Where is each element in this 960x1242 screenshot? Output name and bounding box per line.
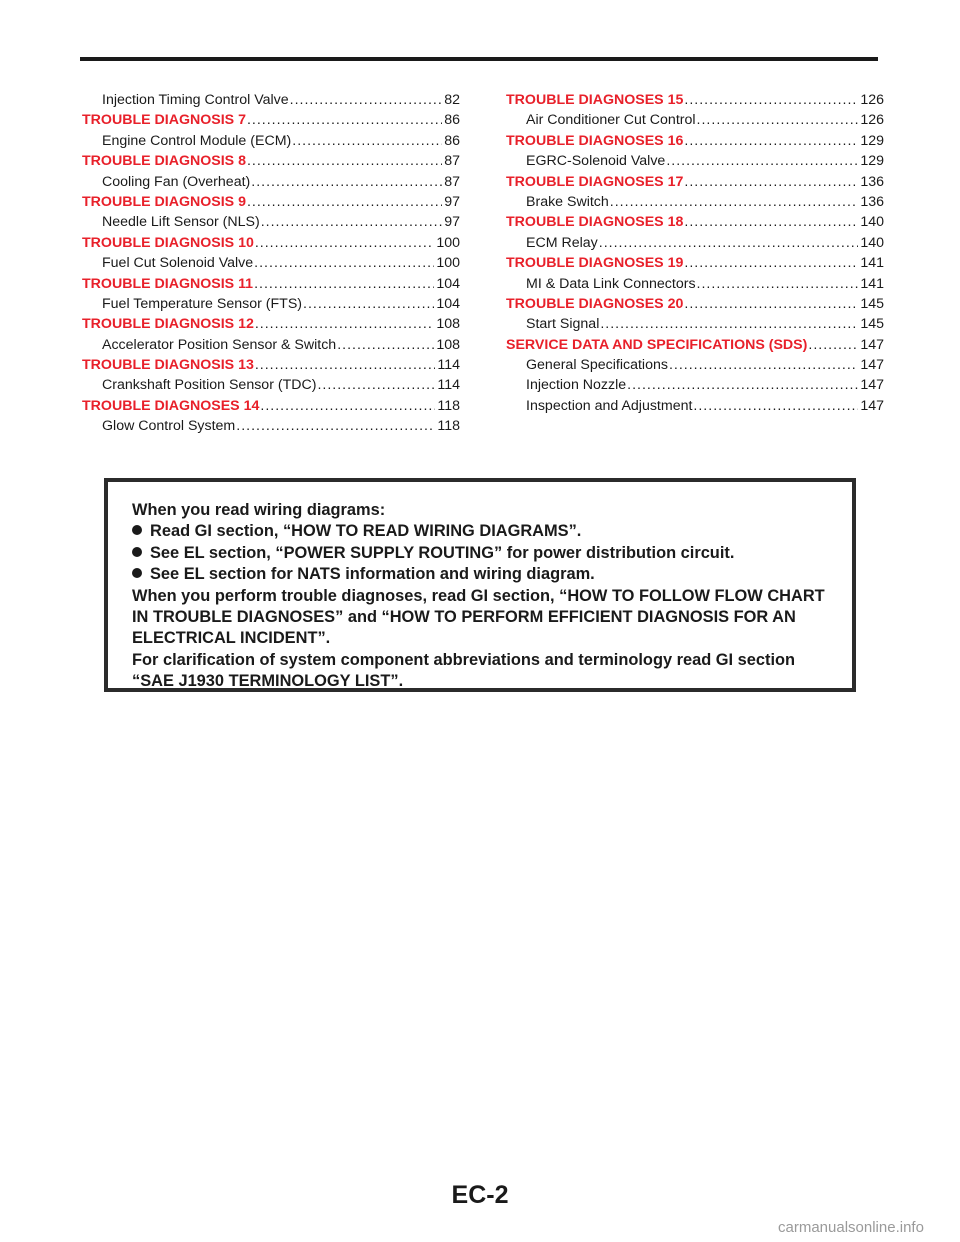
toc-section-link[interactable] [82,112,460,132]
toc-entry-page: 126 [860,92,884,108]
toc-section-link[interactable] [82,357,460,377]
toc-entry-page: 136 [860,173,884,190]
toc-section-link[interactable] [82,194,460,214]
toc-entry-page: 114 [437,357,460,374]
toc-section-link[interactable] [506,174,884,194]
toc-entry-page: 118 [437,418,460,435]
toc-entry-title: TROUBLE DIAGNOSES 18 [506,214,684,231]
toc-entry-title: EGRC-Solenoid Valve [526,153,666,170]
toc-entry-page: 100 [436,255,460,272]
toc-entry-page: 140 [860,214,884,231]
toc-entry-page: 87 [444,173,460,190]
toc-entry[interactable] [506,194,884,214]
toc-entry-page: 147 [860,336,884,353]
toc-entry[interactable] [82,133,460,153]
toc-entry-title: MI & Data Link Connectors [526,275,696,292]
toc-entry-title: Needle Lift Sensor (NLS) [102,214,260,231]
toc-entry-title: Air Conditioner Cut Control [526,112,696,129]
toc-entry-page: 129 [860,132,884,149]
notice-bullet: Read GI section, “HOW TO READ WIRING DIAGRAMS”. [132,521,830,542]
toc-entry[interactable] [506,276,884,296]
notice-paragraph-line: When you perform trouble diagnoses, read GI section, “HOW TO FOLLOW FLOW CHART [132,586,825,605]
toc-entry[interactable] [506,153,884,173]
toc-entry-page: 141 [860,275,884,292]
bullet-icon [132,547,142,557]
toc-entry-page: 86 [444,112,460,129]
toc-entry-title: TROUBLE DIAGNOSES 19 [506,255,684,272]
toc-section-link[interactable] [82,398,460,418]
toc-entry-page: 97 [444,214,460,231]
toc-entry[interactable] [82,255,460,275]
toc-entry-page: 145 [860,316,884,333]
toc-entry-title: TROUBLE DIAGNOSIS 10 [82,234,254,251]
toc-entry-page: 86 [444,132,460,149]
bullet-icon [132,525,142,535]
toc-entry-title: TROUBLE DIAGNOSIS 12 [82,316,254,333]
bullet-icon [132,568,142,578]
toc-entry-page: 145 [860,295,884,312]
notice-paragraph-line: “SAE J1930 TERMINOLOGY LIST”. [132,672,404,691]
toc-entry-page: 136 [860,193,884,210]
toc-entry-page: 118 [437,397,460,414]
toc-entry-title: TROUBLE DIAGNOSIS 9 [82,193,246,210]
toc-entry[interactable] [82,337,460,357]
toc-entry-title: TROUBLE DIAGNOSES 16 [506,132,684,149]
toc-entry-title: Brake Switch [526,193,609,210]
notice-paragraph-line: ELECTRICAL INCIDENT”. [132,629,331,648]
toc-section-link[interactable] [506,92,884,112]
toc-entry-title: Engine Control Module (ECM) [102,132,292,149]
notice-bullet: See EL section for NATS information and wiring diagram. [132,564,830,585]
toc-section-link[interactable] [506,255,884,275]
notice-bullet: See EL section, “POWER SUPPLY ROUTING” for power distribution circuit. [132,543,830,564]
toc-entry-title: Cooling Fan (Overheat) [102,173,251,190]
notice-heading: When you read wiring diagrams: [132,501,386,519]
toc-entry[interactable] [506,316,884,336]
toc-section-link[interactable] [82,276,460,296]
toc-section-link[interactable] [506,296,884,316]
toc-entry-page: 97 [444,193,460,210]
toc-entry-page: 114 [437,377,460,394]
toc-left-column [82,92,460,439]
toc-entry-title: Crankshaft Position Sensor (TDC) [102,377,317,394]
toc-entry-page: 129 [860,153,884,170]
toc-entry-title: Accelerator Position Sensor & Switch [102,336,337,353]
toc-entry-title: TROUBLE DIAGNOSIS 7 [82,112,246,129]
toc-section-link[interactable] [82,316,460,336]
toc-entry-title: Fuel Cut Solenoid Valve [102,255,254,272]
toc-section-link[interactable] [506,214,884,234]
toc-entry-title: Glow Control System [102,418,236,435]
toc-section-link[interactable] [506,133,884,153]
toc-entry-page: 147 [860,397,884,414]
toc-entry-page: 104 [436,275,460,292]
notice-paragraph-line: For clarification of system component abbreviations and terminology read GI section [132,650,796,669]
toc-entry[interactable] [82,377,460,397]
toc-entry-page: 82 [444,92,460,108]
toc-entry-page: 100 [436,234,460,251]
wiring-diagram-notice-box [104,478,856,692]
toc-section-link[interactable] [82,153,460,173]
toc-entry-page: 104 [436,295,460,312]
toc-right-column [506,92,884,418]
toc-entry-title: TROUBLE DIAGNOSIS 13 [82,357,254,374]
page-number: EC-2 [451,1181,509,1209]
toc-entry[interactable] [82,92,460,112]
toc-entry-title: Inspection and Adjustment [526,397,693,414]
toc-entry-page: 147 [860,357,884,374]
toc-entry-page: 108 [436,336,460,353]
toc-entry-title: TROUBLE DIAGNOSIS 11 [82,275,254,292]
top-rule [80,57,878,61]
toc-entry-title: TROUBLE DIAGNOSIS 8 [82,153,246,170]
toc-entry-title: TROUBLE DIAGNOSES 15 [506,92,684,108]
watermark: carmanualsonline.info [778,1219,924,1236]
toc-entry[interactable] [82,418,460,438]
toc-entry-title: SERVICE DATA AND SPECIFICATIONS (SDS) [506,336,808,353]
toc-entry[interactable] [82,296,460,316]
toc-entry-page: 140 [860,234,884,251]
toc-entry-page: 147 [860,377,884,394]
toc-entry-title: TROUBLE DIAGNOSES 14 [82,397,260,414]
toc-entry[interactable] [82,174,460,194]
toc-entry-page: 126 [860,112,884,129]
toc-entry-title: TROUBLE DIAGNOSES 17 [506,173,684,190]
toc-entry-title: Injection Timing Control Valve [102,92,289,108]
toc-entry[interactable] [506,235,884,255]
toc-entry-page: 108 [436,316,460,333]
toc-section-link[interactable] [82,235,460,255]
toc-entry[interactable] [506,398,884,418]
toc-entry[interactable] [506,112,884,132]
toc-entry-title: ECM Relay [526,234,598,251]
toc-entry-page: 87 [444,153,460,170]
notice-paragraph-line: IN TROUBLE DIAGNOSES” and “HOW TO PERFORM EFFICIENT DIAGNOSIS FOR AN [132,608,796,627]
toc-entry-title: Fuel Temperature Sensor (FTS) [102,295,303,312]
toc-entry[interactable] [506,357,884,377]
toc-section-link[interactable] [506,337,884,357]
toc-entry-title: TROUBLE DIAGNOSES 20 [506,295,684,312]
toc-entry-title: Injection Nozzle [526,377,627,394]
toc-entry-title: General Specifications [526,357,668,374]
toc-entry[interactable] [82,214,460,234]
toc-entry-page: 141 [860,255,884,272]
toc-entry-title: Start Signal [526,316,600,333]
toc-entry[interactable] [506,377,884,397]
